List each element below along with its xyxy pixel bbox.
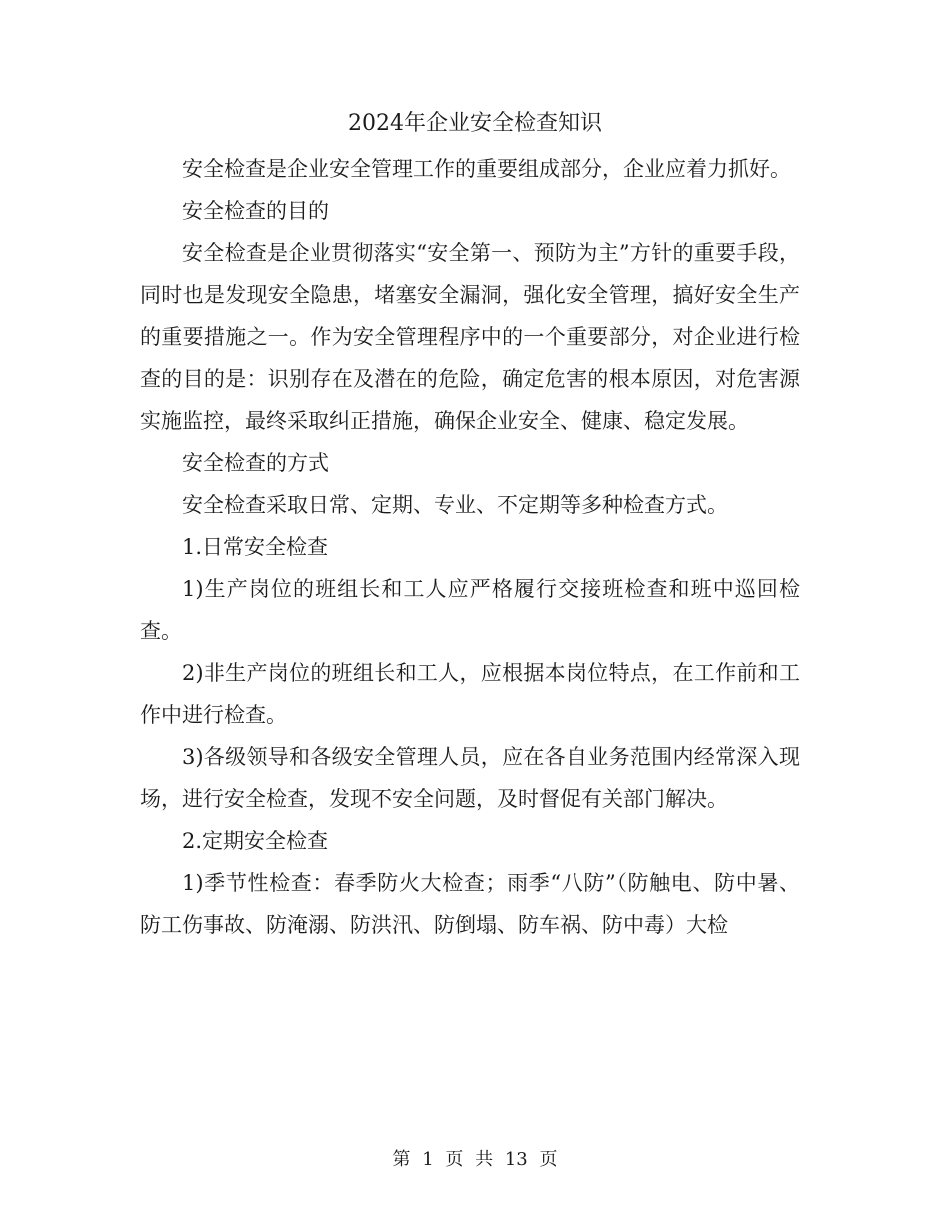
paragraph-purpose: 安全检查是企业贯彻落实“安全第一、预防为主”方针的重要手段，同时也是发现安全隐患，堵塞安全漏洞，强化安全管理，搞好安全生产的重要措施之一。作为安全管理程序中的一个重要部分，对企业进行检查的目的是：识别存在及潜在的危险，确定危害的根本原因，对危害源实施监控，最终采取纠正措施，确保企业安全、健康、稳定发展。 — [140, 241, 800, 433]
list-item-daily-3: 3)各级领导和各级安全管理人员，应在各自业务范围内经常深入现场，进行安全检查，发现不安全问题，及时督促有关部门解决。 — [140, 745, 800, 811]
list-item-daily-2: 2)非生产岗位的班组长和工人，应根据本岗位特点，在工作前和工作中进行检查。 — [140, 661, 800, 727]
document-body — [140, 148, 800, 946]
section-heading-purpose: 安全检查的目的 — [182, 199, 329, 223]
subheading-daily-check: 1.日常安全检查 — [182, 535, 329, 559]
paragraph-intro: 安全检查是企业安全管理工作的重要组成部分，企业应着力抓好。 — [182, 157, 791, 181]
list-item-periodic-1: 1)季节性检查：春季防火大检查；雨季“八防”（防触电、防中暑、防工伤事故、防淹溺、防洪汛、防倒塌、防车祸、防中毒）大检 — [140, 871, 800, 937]
paragraph-methods: 安全检查采取日常、定期、专业、不定期等多种检查方式。 — [182, 493, 728, 517]
subheading-periodic-check: 2.定期安全检查 — [182, 829, 329, 853]
document-title: 2024年企业安全检查知识 — [348, 111, 602, 136]
section-heading-methods: 安全检查的方式 — [182, 451, 329, 475]
list-item-daily-1: 1)生产岗位的班组长和工人应严格履行交接班检查和班中巡回检查。 — [140, 577, 800, 643]
page-number-footer: 第 1 页 共 13 页 — [392, 1149, 558, 1170]
